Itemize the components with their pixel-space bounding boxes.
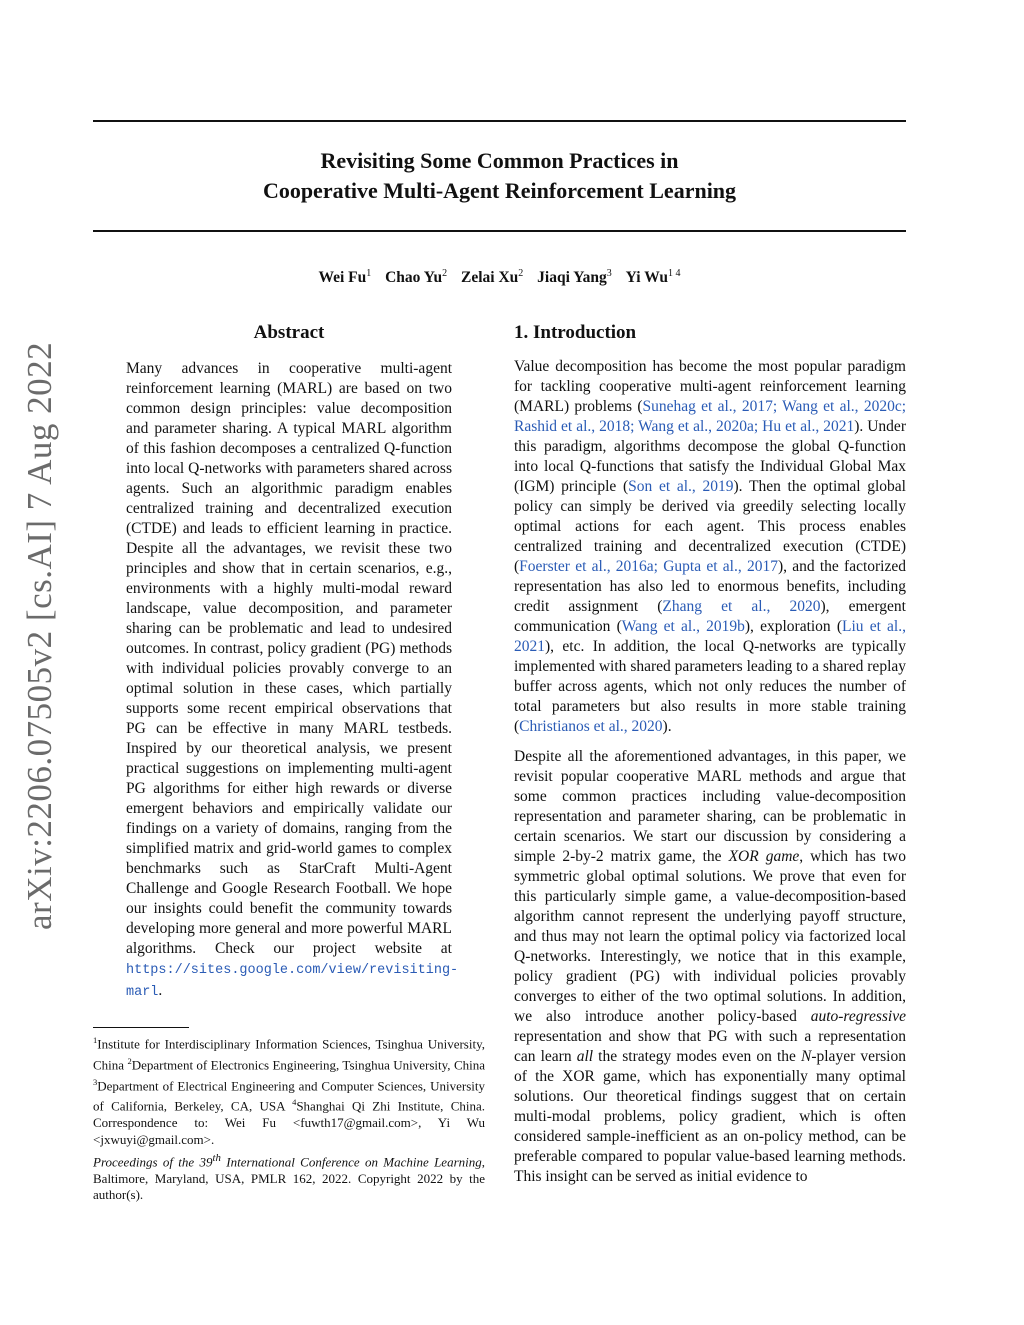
affiliation-text: Department of Electronics Engineering, Tsinghua University, China	[131, 1057, 485, 1073]
footnote-marker: 1	[93, 1035, 98, 1045]
introduction-heading: 1. Introduction	[514, 322, 637, 343]
footnote-marker: 2	[127, 1055, 132, 1066]
author-list	[93, 263, 906, 289]
emphasis-text: auto-regressive	[810, 1008, 906, 1025]
footnote-marker: 3	[93, 1076, 98, 1087]
abstract-text: Many advances in cooperative multi-agent reinforcement learning (MARL) are based on two common design principles: value decomposition and parameter sharing. A typical MARL algorithm of this fashion decomposes a centralized Q-function into local Q-networks with parameters shared across agents. Such an algorithmic paradigm enables centralized training and decentralized execution (CTDE) and leads to efficient learning in practice. Despite all the advantages, we revisit these two principles and show that in certain scenarios, e.g., environments with a highly multi-modal reward landscape, value decomposition, and parameter sharing can be problematic and lead to undesired outcomes. In contrast, policy gradient (PG) methods with individual policies provably converge to an optimal solution in these cases, which partially supports some recent empirical observations that PG can be effective in many MARL testbeds. Inspired by our theoretical analysis, we present practical suggestions on implementing multi-agent PG algorithms for either high rewards or diverse emergent behaviors and empirically validate our findings on a variety of domains, ranging from the simplified matrix and grid-world games to complex benchmarks such as StarCraft Multi-Agent Challenge and Google Research Football. We hope our insights could benefit the community towards developing more general and more powerful MARL algorithms. Check our project website at	[126, 360, 452, 957]
intro-text: representation and show that PG with such a representation can learn	[514, 1028, 906, 1065]
affiliation-text: Institute for Interdisciplinary Information Sciences, Tsinghua University, China	[93, 1036, 485, 1073]
author-name: Zelai Xu	[461, 269, 519, 287]
intro-text: ), emergent communication (	[514, 598, 906, 635]
author-affiliation: 2	[442, 268, 448, 279]
citation-link[interactable]: Christianos et al., 2020	[519, 718, 663, 735]
proceedings-rest: , Baltimore, Maryland, USA, PMLR 162, 2022. Copyright 2022 by the author(s).	[93, 1154, 485, 1203]
intro-paragraph-2	[514, 747, 906, 1187]
citation-link[interactable]: Wang et al., 2019b	[621, 618, 745, 635]
author	[461, 269, 523, 286]
author-name: Chao Yu	[385, 269, 443, 287]
citation-link[interactable]: Son et al., 2019	[628, 478, 734, 495]
citation-link[interactable]: Sunehag et al., 2017; Wang et al., 2020c; Rashid et al., 2018; Wang et al., 2020a; Hu et al., 2021	[514, 398, 907, 435]
affiliation-text: Department of Electrical Engineering and Computer Sciences, University of California, Berkeley, CA, USA	[93, 1077, 485, 1114]
proceedings-note	[93, 1150, 485, 1204]
title-line-2: Cooperative Multi-Agent Reinforcement Learning	[262, 178, 737, 203]
author	[318, 269, 371, 286]
intro-text: ), and the factorized representation has also led to enormous benefits, including credit assignment (	[514, 558, 906, 615]
abstract-body	[126, 359, 459, 1003]
paper-title	[93, 146, 906, 206]
author-affiliation: 1 4	[668, 268, 681, 279]
intro-text: ). Under this paradigm, algorithms decompose the global Q-function into local Q-functions that satisfy the Individual Global Max (IGM) principle (	[514, 418, 906, 495]
intro-text: ). Then the optimal global policy can simply be derived via greedily selecting locally optimal actions for each agent. This process enables centralized training and decentralized execution (CTDE) (	[514, 478, 906, 575]
emphasis-text: all	[576, 1048, 594, 1065]
abstract-heading: Abstract	[253, 322, 325, 343]
intro-text: the strategy modes even on the	[593, 1048, 801, 1065]
citation-link[interactable]: Zhang et al., 2020	[662, 598, 821, 615]
arxiv-stamp: arXiv:2206.07505v2 [cs.AI] 7 Aug 2022	[20, 341, 59, 930]
title-rule-top	[93, 120, 906, 122]
intro-text: ), etc. In addition, the local Q-networks are typically implemented with shared parameters leading to a shared replay buffer across agents, which not only reduces the number of total parameters but also results in more stable training (	[514, 638, 906, 735]
intro-text: Value decomposition has become the most popular paradigm for tackling cooperative multi-agent reinforcement learning (MARL) problems (	[514, 358, 906, 415]
author	[385, 269, 447, 286]
intro-text: ), exploration (	[744, 618, 843, 635]
introduction-body	[514, 357, 906, 1187]
author-affiliation: 2	[518, 268, 524, 279]
title-rule-bottom	[93, 230, 906, 232]
proceedings-ordinal: th	[212, 1152, 221, 1164]
author-name: Yi Wu	[625, 269, 669, 287]
math-variable: N	[801, 1048, 812, 1065]
author	[537, 269, 612, 286]
footnote-rule	[93, 1027, 189, 1028]
emphasis-text: XOR game	[728, 848, 800, 865]
title-line-1: Revisiting Some Common Practices in	[320, 148, 679, 173]
author-name: Wei Fu	[318, 269, 367, 287]
affiliation-text: Shanghai Qi Zhi Institute, China. Correspondence to: Wei Fu <fuwth17@gmail.com>, Yi Wu <jxwuyi@gmail.com>.	[93, 1098, 486, 1147]
abstract-end: .	[158, 982, 163, 999]
author-name: Jiaqi Yang	[537, 269, 607, 287]
intro-text: , which has two symmetric global optimal solutions. We prove that even for this particularly simple game, a value-decomposition-based algorithm cannot represent the underlying payoff structure, and thus may not learn the optimal policy via factorized local Q-networks. Interestingly, we notice that in this example, policy gradient (PG) with individual policies provably converges to either of the two optimal solutions. In addition, we also introduce another policy-based	[514, 848, 906, 1025]
intro-paragraph-1	[514, 357, 906, 737]
author-affiliation: 3	[606, 268, 612, 279]
citation-link[interactable]: Foerster et al., 2016a; Gupta et al., 2017	[519, 558, 778, 575]
intro-text: Despite all the aforementioned advantages, in this paper, we revisit popular cooperative MARL methods and argue that some common practices including value-decomposition representation and parameter sharing, can be problematic in certain scenarios. We start our discussion by considering a simple 2-by-2 matrix game, the	[514, 748, 906, 865]
proceedings-prefix: Proceedings of the 39	[93, 1154, 213, 1170]
intro-text: ).	[662, 718, 672, 735]
project-url-link[interactable]: https://sites.google.com/view/revisiting-marl	[126, 963, 459, 1000]
proceedings-venue: International Conference on Machine Learning	[220, 1154, 482, 1170]
footnote-marker: 4	[292, 1097, 297, 1108]
citation-link[interactable]: Liu et al., 2021	[514, 618, 906, 655]
intro-text: -player version of the XOR game, which has exponentially many optimal solutions. Our theoretical findings suggest that on certain multi-modal problems, policy gradient, which is often considered sample-inefficient as an on-policy method, can be preferable compared to popular value-based learning methods. This insight can be served as initial evidence to	[514, 1048, 906, 1185]
affiliations-footnote	[93, 1032, 485, 1148]
author-affiliation: 1	[366, 268, 372, 279]
author	[626, 269, 681, 286]
